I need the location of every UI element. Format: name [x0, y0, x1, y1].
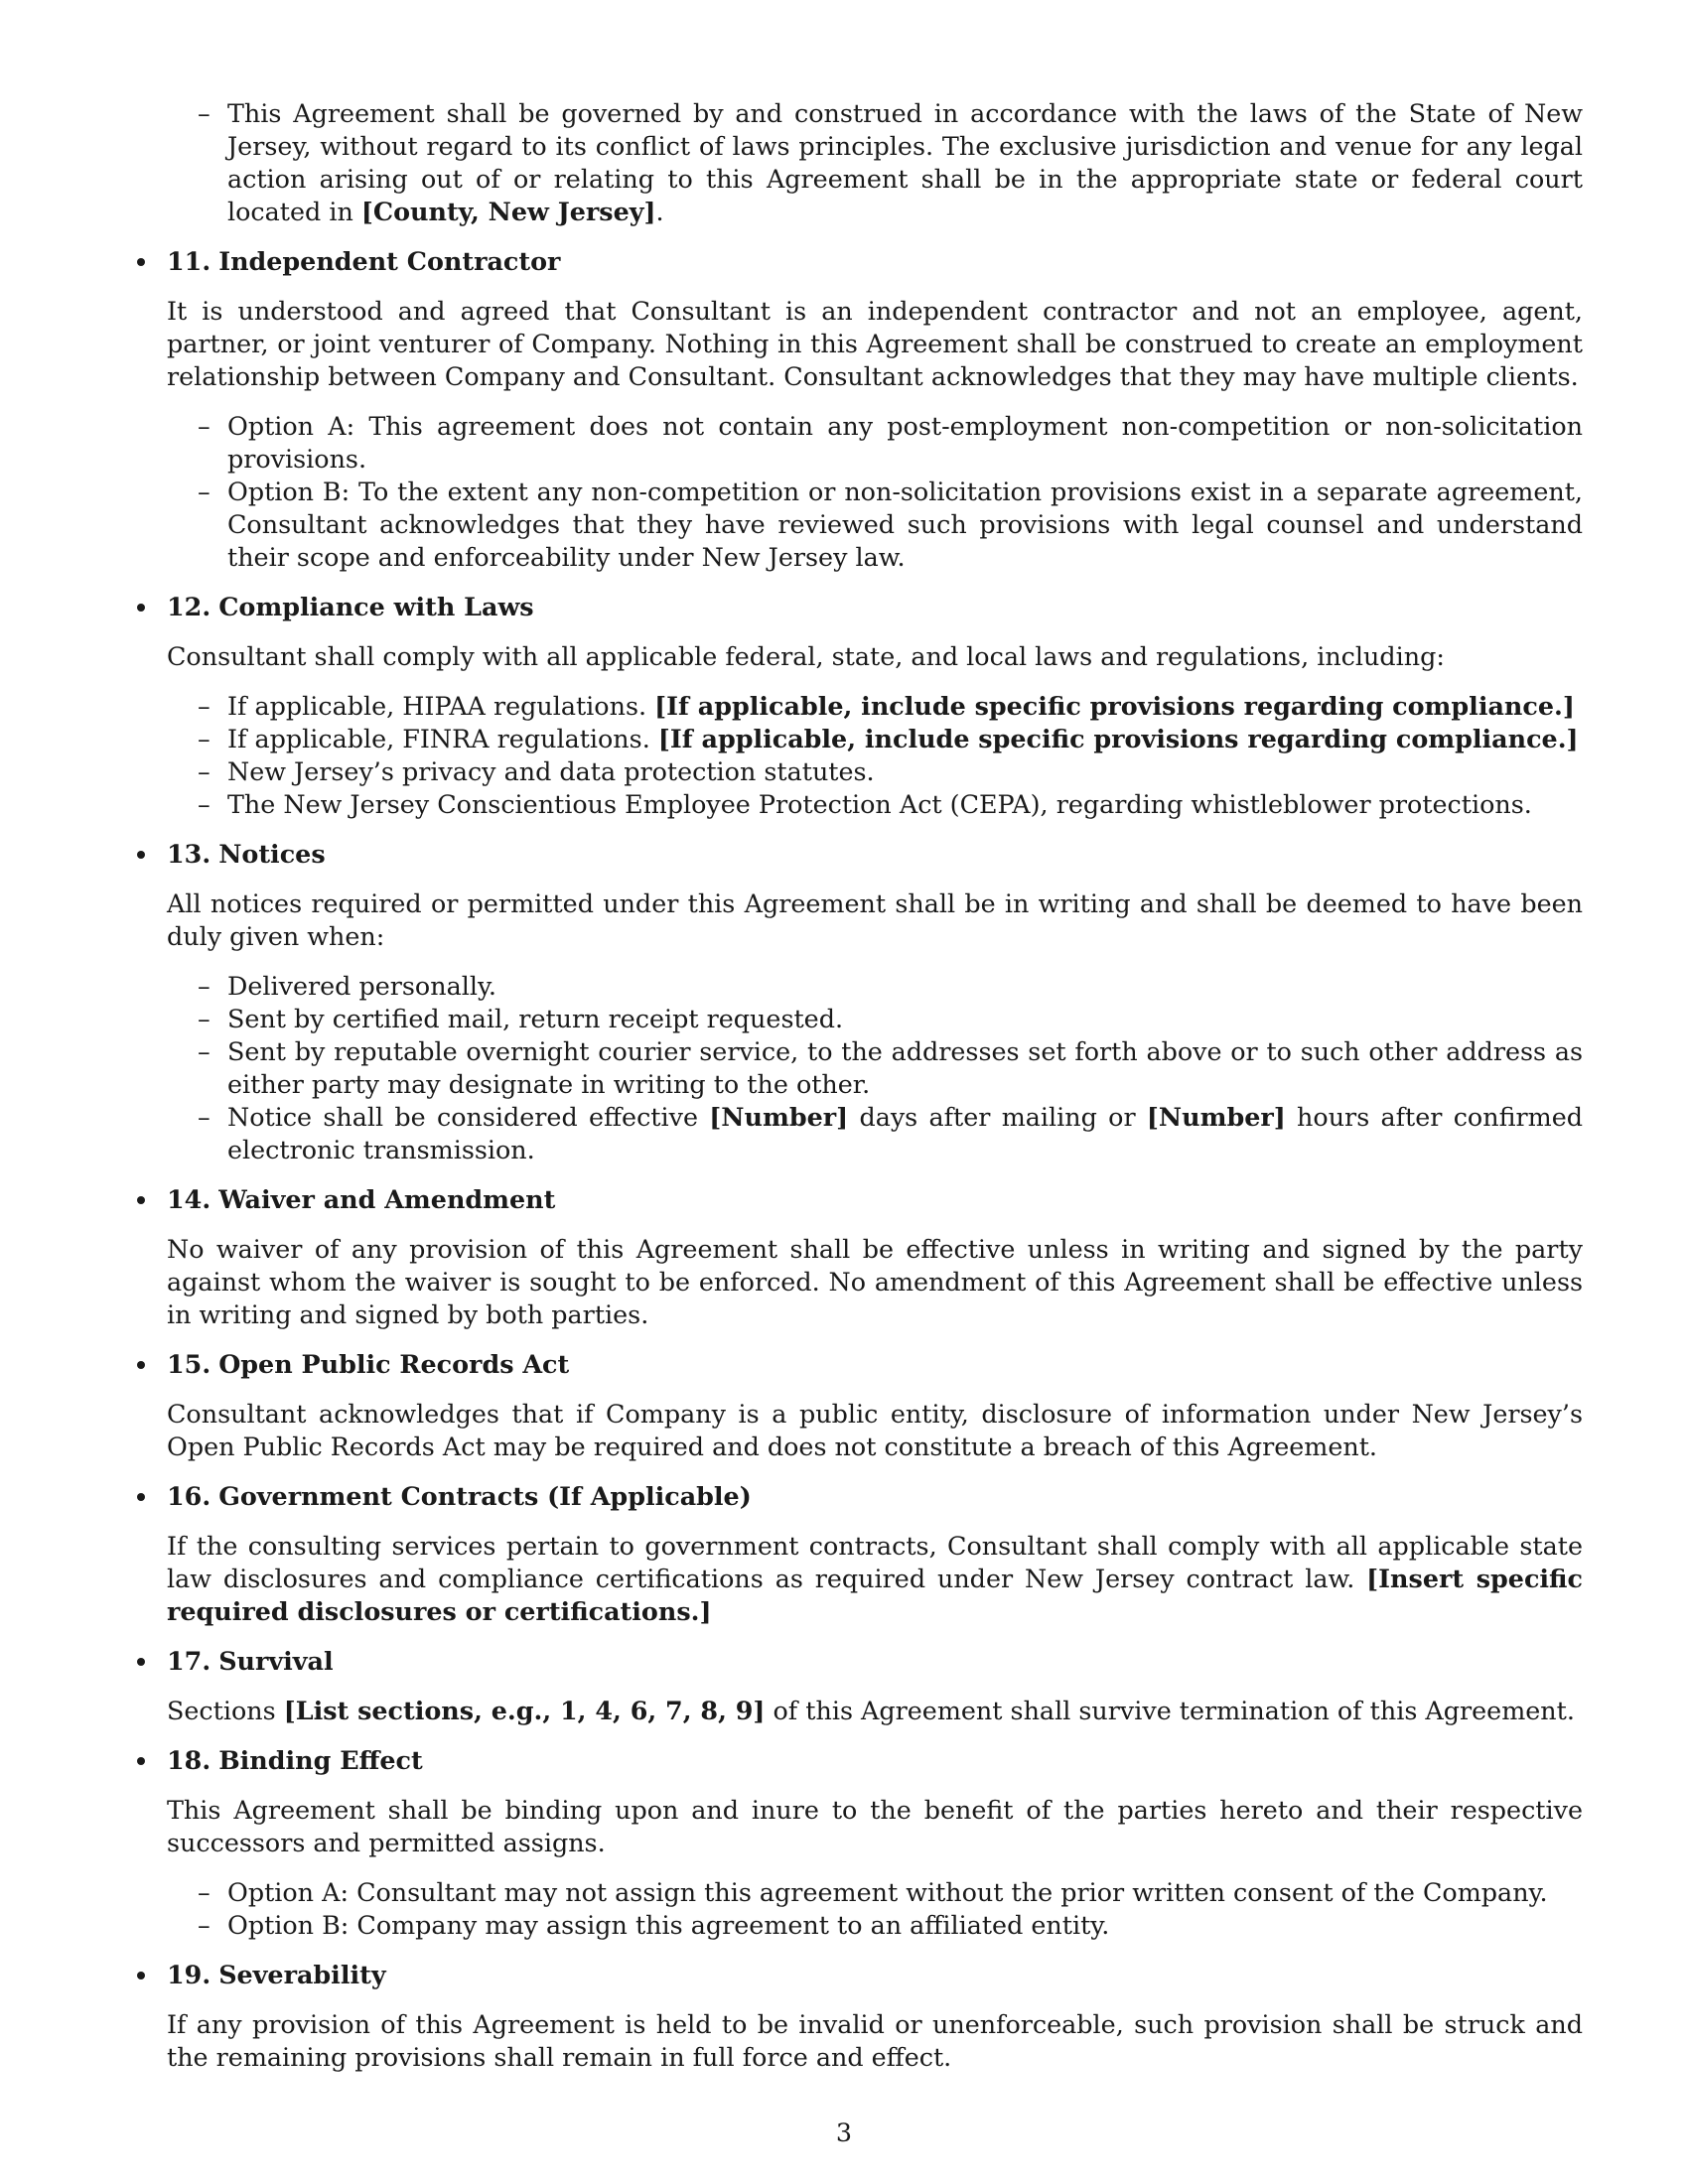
section-heading: 14. Waiver and Amendment: [167, 1184, 556, 1214]
bullet-icon: [137, 1196, 145, 1204]
section-heading: 12. Compliance with Laws: [167, 592, 534, 621]
list-item: – Notice shall be considered effective [Number] days after mailing or [Number] hours after confirmed electronic transmission.: [198, 1102, 1583, 1164]
section-survival: [133, 1645, 1583, 1727]
list-item: – Option A: This agreement does not contain any post-employment non-competition or non-solicitation provisions.: [198, 411, 1583, 474]
compliance-list: [167, 690, 1583, 821]
list-item: – New Jersey’s privacy and data protection statutes.: [198, 756, 875, 786]
section-open-public-records-act: [133, 1348, 1583, 1463]
section-heading: 15. Open Public Records Act: [167, 1349, 570, 1379]
section-body: If any provision of this Agreement is held to be invalid or unenforceable, such provision shall be struck and the remaining provisions shall remain in full force and effect.: [167, 2009, 1583, 2072]
list-item: – Sent by certified mail, return receipt requested.: [198, 1004, 844, 1033]
section-heading: 18. Binding Effect: [167, 1745, 423, 1775]
notices-list: [167, 970, 1583, 1166]
section-independent-contractor: [133, 245, 1583, 574]
section-body: Consultant shall comply with all applicable federal, state, and local laws and regulations, including:: [167, 641, 1445, 671]
section-notices: [133, 838, 1583, 1166]
bullet-icon: [137, 1361, 145, 1369]
section-body: No waiver of any provision of this Agreement shall be effective unless in writing and signed by the party against whom the waiver is sought to be enforced. No amendment of this Agreement shall be effective unless in writing and signed by both parties.: [167, 1234, 1583, 1329]
list-item: – Sent by reputable overnight courier service, to the addresses set forth above or to such other address as either party may designate in writing to the other.: [198, 1036, 1583, 1099]
section-body: All notices required or permitted under this Agreement shall be in writing and shall be deemed to have been duly given when:: [167, 888, 1583, 951]
list-item: – If applicable, HIPAA regulations. [If applicable, include specific provisions regarding compliance.]: [198, 691, 1575, 721]
section-body: This Agreement shall be binding upon and inure to the benefit of the parties hereto and their respective successors and permitted assigns.: [167, 1795, 1583, 1857]
options-list: [167, 1876, 1583, 1942]
section-body: Sections [List sections, e.g., 1, 4, 6, 7, 8, 9] of this Agreement shall survive termination of this Agreement.: [167, 1696, 1575, 1725]
dash-mark: –: [198, 98, 211, 128]
page-number: 3: [835, 2117, 853, 2147]
list-item: – The New Jersey Conscientious Employee Protection Act (CEPA), regarding whistleblower protections.: [198, 789, 1532, 819]
bullet-icon: [137, 1757, 145, 1765]
section-body: It is understood and agreed that Consultant is an independent contractor and not an employee, agent, partner, or joint venturer of Company. Nothing in this Agreement shall be construed to create an employment relationship between Company and Consultant. Consultant acknowledges that they may have multiple clients.: [167, 296, 1583, 391]
section-heading: 13. Notices: [167, 839, 326, 869]
section-heading: 19. Severability: [167, 1960, 386, 1989]
list-item: – Option B: To the extent any non-competition or non-solicitation provisions exist in a separate agreement, Consultant acknowledges that they have reviewed such provisions with legal counsel and understand their scope and enforceability under New Jersey law.: [198, 477, 1583, 572]
section-heading: 17. Survival: [167, 1646, 334, 1676]
section-severability: [133, 1959, 1583, 2074]
document-content: [133, 97, 1583, 2091]
list-item: – Delivered personally.: [198, 971, 496, 1001]
bullet-icon: [137, 851, 145, 859]
section-heading: 11. Independent Contractor: [167, 246, 561, 276]
section-government-contracts: [133, 1480, 1583, 1628]
list-item: – Option A: Consultant may not assign this agreement without the prior written consent of the Company.: [198, 1877, 1548, 1907]
section-binding-effect: [133, 1744, 1583, 1942]
section-waiver-and-amendment: [133, 1183, 1583, 1331]
bullet-icon: [137, 1493, 145, 1501]
governing-law-list: [133, 97, 1583, 228]
section-heading: 16. Government Contracts (If Applicable): [167, 1481, 752, 1511]
bullet-icon: [137, 604, 145, 612]
list-item: – Option B: Company may assign this agreement to an affiliated entity.: [198, 1910, 1110, 1940]
options-list: [167, 410, 1583, 574]
section-body: Consultant acknowledges that if Company is a public entity, disclosure of information under New Jersey’s Open Public Records Act may be required and does not constitute a breach of this Agreement.: [167, 1399, 1583, 1461]
bullet-icon: [137, 258, 145, 266]
list-item: – This Agreement shall be governed by and construed in accordance with the laws of the State of New Jersey, without regard to its conflict of laws principles. The exclusive jurisdiction and venue for any legal action arising out of or relating to this Agreement shall be in the appropriate state or federal court located in [County, New Jersey].: [198, 98, 1583, 226]
section-compliance-with-laws: [133, 591, 1583, 821]
bullet-icon: [137, 1658, 145, 1666]
section-body: If the consulting services pertain to government contracts, Consultant shall comply with all applicable state law disclosures and compliance certifications as required under New Jersey contract law. [Insert specific required disclosures or certifications.]: [167, 1531, 1583, 1626]
bullet-icon: [137, 1972, 145, 1979]
sections-list: [133, 245, 1583, 2074]
list-item: – If applicable, FINRA regulations. [If applicable, include specific provisions regarding compliance.]: [198, 724, 1579, 753]
